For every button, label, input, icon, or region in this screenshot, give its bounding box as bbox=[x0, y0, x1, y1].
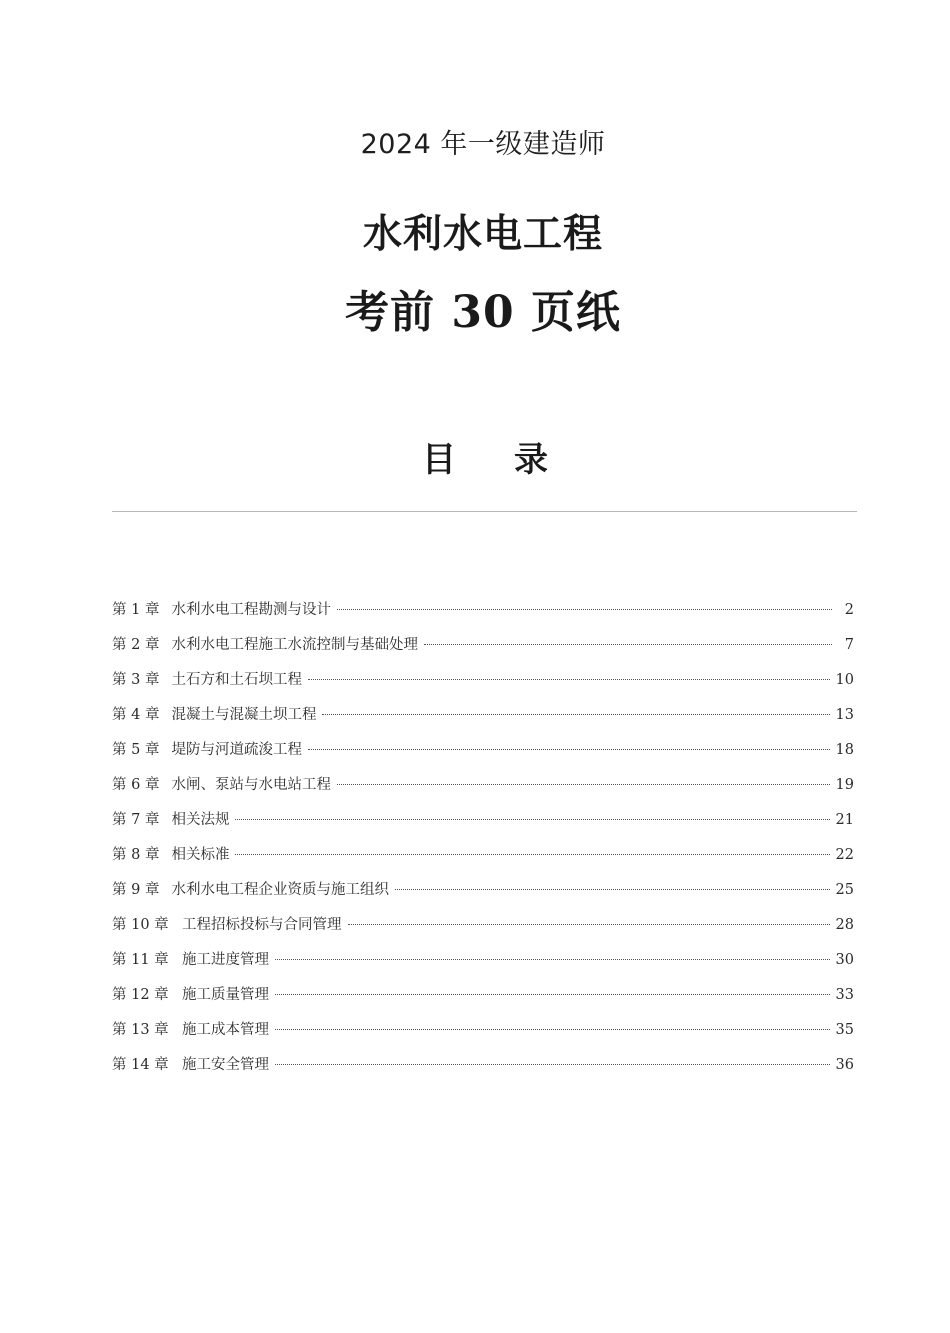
toc-chapter-number: 第 13 章 bbox=[112, 1022, 169, 1038]
toc-chapter-number: 第 8 章 bbox=[112, 847, 160, 863]
toc-entry-7[interactable] bbox=[112, 808, 854, 843]
toc-chapter-number: 第 1 章 bbox=[112, 602, 160, 618]
toc-entry-1[interactable] bbox=[112, 598, 854, 633]
toc-entry-3[interactable] bbox=[112, 668, 854, 703]
toc-chapter-title: 堤防与河道疏浚工程 bbox=[171, 742, 302, 758]
toc-heading: 目录 bbox=[422, 440, 606, 480]
toc-page-number: 7 bbox=[844, 637, 854, 653]
toc-chapter-number: 第 3 章 bbox=[112, 672, 160, 688]
dot-leader bbox=[275, 959, 830, 960]
dot-leader bbox=[275, 994, 830, 995]
toc-page-number: 35 bbox=[835, 1022, 854, 1038]
toc-entry-2[interactable] bbox=[112, 633, 854, 668]
toc-chapter-title: 水利水电工程施工水流控制与基础处理 bbox=[171, 637, 418, 653]
dot-leader bbox=[322, 714, 829, 715]
toc-entry-14[interactable] bbox=[112, 1053, 854, 1088]
dot-leader bbox=[275, 1029, 830, 1030]
dot-leader bbox=[235, 819, 829, 820]
toc-page-number: 25 bbox=[835, 882, 854, 898]
toc-chapter-title: 水利水电工程企业资质与施工组织 bbox=[171, 882, 389, 898]
dot-leader bbox=[308, 679, 830, 680]
toc-page-number: 21 bbox=[835, 812, 854, 828]
toc-entry-4[interactable] bbox=[112, 703, 854, 738]
toc-page-number: 10 bbox=[835, 672, 854, 688]
dot-leader bbox=[395, 889, 830, 890]
toc-chapter-title: 水闸、泵站与水电站工程 bbox=[171, 777, 331, 793]
table-of-contents bbox=[112, 598, 854, 1088]
toc-chapter-title: 工程招标投标与合同管理 bbox=[182, 917, 342, 933]
dot-leader bbox=[348, 924, 830, 925]
toc-page-number: 22 bbox=[835, 847, 854, 863]
toc-chapter-number: 第 7 章 bbox=[112, 812, 160, 828]
toc-page-number: 2 bbox=[844, 602, 854, 618]
toc-chapter-title: 施工进度管理 bbox=[182, 952, 269, 968]
dot-leader bbox=[235, 854, 829, 855]
toc-chapter-title: 相关法规 bbox=[171, 812, 230, 828]
toc-chapter-number: 第 14 章 bbox=[112, 1057, 169, 1073]
toc-chapter-number: 第 4 章 bbox=[112, 707, 160, 723]
book-subtitle: 考前 30 页纸 bbox=[345, 287, 621, 338]
dot-leader bbox=[275, 1064, 830, 1065]
toc-chapter-number: 第 11 章 bbox=[112, 952, 169, 968]
dot-leader bbox=[337, 609, 832, 610]
divider bbox=[112, 511, 857, 512]
toc-page-number: 28 bbox=[835, 917, 854, 933]
toc-entry-10[interactable] bbox=[112, 913, 854, 948]
toc-entry-13[interactable] bbox=[112, 1018, 854, 1053]
toc-chapter-number: 第 2 章 bbox=[112, 637, 160, 653]
toc-chapter-title: 水利水电工程勘测与设计 bbox=[171, 602, 331, 618]
toc-page-number: 36 bbox=[835, 1057, 854, 1073]
toc-chapter-title: 施工质量管理 bbox=[182, 987, 269, 1003]
toc-entry-12[interactable] bbox=[112, 983, 854, 1018]
dot-leader bbox=[424, 644, 832, 645]
exam-series-title: 2024 年一级建造师 bbox=[360, 129, 606, 160]
toc-chapter-title: 施工成本管理 bbox=[182, 1022, 269, 1038]
dot-leader bbox=[337, 784, 830, 785]
toc-chapter-number: 第 6 章 bbox=[112, 777, 160, 793]
toc-chapter-title: 土石方和土石坝工程 bbox=[171, 672, 302, 688]
toc-chapter-number: 第 5 章 bbox=[112, 742, 160, 758]
toc-chapter-number: 第 9 章 bbox=[112, 882, 160, 898]
toc-chapter-number: 第 10 章 bbox=[112, 917, 169, 933]
toc-entry-8[interactable] bbox=[112, 843, 854, 878]
toc-chapter-title: 相关标准 bbox=[171, 847, 230, 863]
book-title: 水利水电工程 bbox=[362, 212, 603, 257]
toc-entry-9[interactable] bbox=[112, 878, 854, 913]
toc-chapter-title: 施工安全管理 bbox=[182, 1057, 269, 1073]
toc-page-number: 33 bbox=[835, 987, 854, 1003]
toc-entry-6[interactable] bbox=[112, 773, 854, 808]
toc-chapter-number: 第 12 章 bbox=[112, 987, 169, 1003]
toc-entry-5[interactable] bbox=[112, 738, 854, 773]
toc-entry-11[interactable] bbox=[112, 948, 854, 983]
toc-page-number: 13 bbox=[835, 707, 854, 723]
toc-chapter-title: 混凝土与混凝土坝工程 bbox=[171, 707, 317, 723]
toc-page-number: 19 bbox=[835, 777, 854, 793]
dot-leader bbox=[308, 749, 830, 750]
toc-page-number: 30 bbox=[835, 952, 854, 968]
toc-page-number: 18 bbox=[835, 742, 854, 758]
